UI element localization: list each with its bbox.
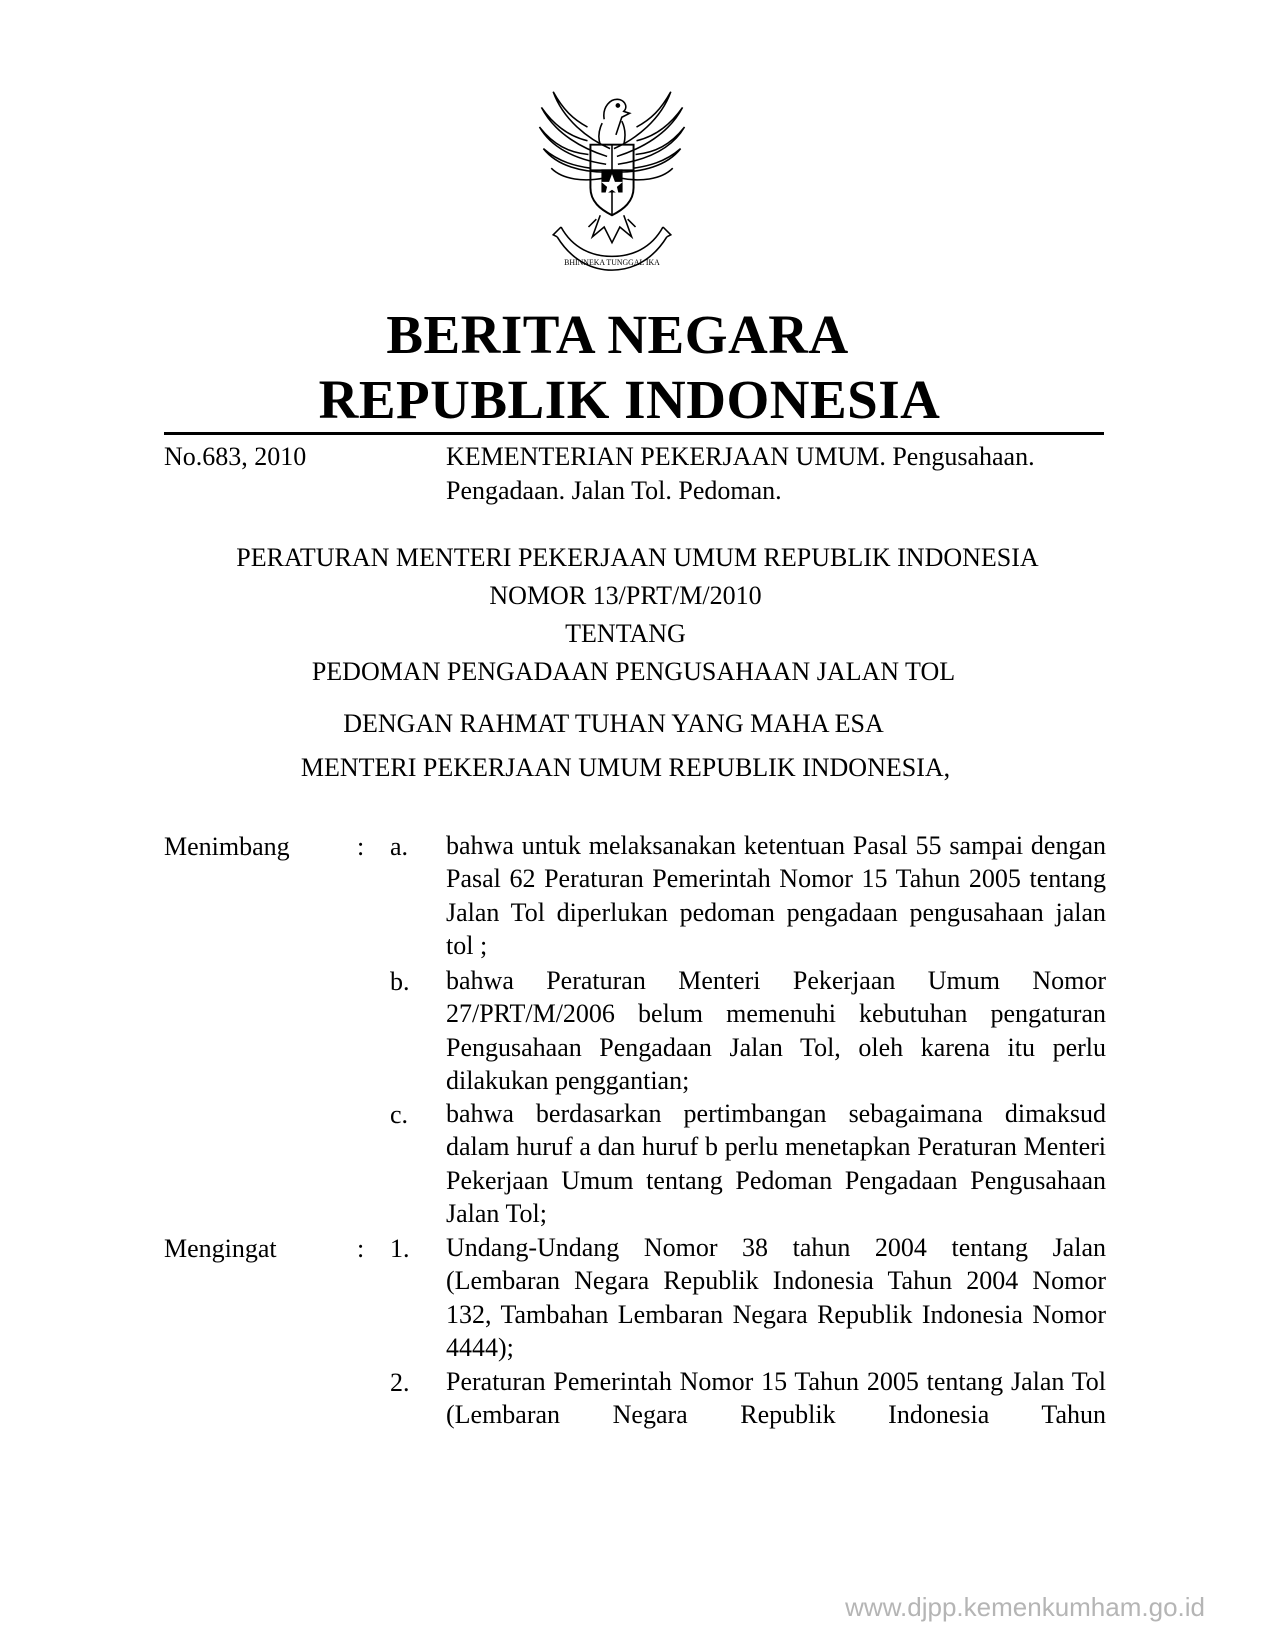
menimbang-item-marker: b. — [390, 967, 410, 996]
mengingat-item-marker: 2. — [390, 1368, 410, 1397]
regulation-title: PERATURAN MENTERI PEKERJAAN UMUM REPUBLIK INDONESIA — [236, 543, 1039, 572]
mengingat-item-text: Undang-Undang Nomor 38 tahun 2004 tentang Jalan (Lembaran Negara Republik Indonesia Tahun 2004 Nomor 132, Tambahan Lembaran Negara Republik Indonesia Nomor 4444); — [446, 1233, 1106, 1362]
masthead-title-line2: REPUBLIK INDONESIA — [318, 369, 941, 430]
source-watermark: www.djpp.kemenkumham.go.id — [845, 1592, 1205, 1622]
mengingat-colon: : — [357, 1234, 365, 1263]
menimbang-item-text: bahwa Peraturan Menteri Pekerjaan Umum Nomor 27/PRT/M/2006 belum memenuhi kebutuhan pengaturan Pengusahaan Pengadaan Jalan Tol, oleh karena itu perlu dilakukan penggantian; — [446, 966, 1106, 1095]
gazette-subject: KEMENTERIAN PEKERJAAN UMUM. Pengusahaan. Pengadaan. Jalan Tol. Pedoman. — [446, 442, 1035, 505]
menimbang-item-marker: c. — [390, 1100, 409, 1129]
regulation-issuer: MENTERI PEKERJAAN UMUM REPUBLIK INDONESIA, — [300, 753, 951, 782]
regulation-tentang: TENTANG — [565, 619, 686, 648]
menimbang-item-text: bahwa untuk melaksanakan ketentuan Pasal 55 sampai dengan Pasal 62 Peraturan Pemerintah Nomor 15 Tahun 2005 tentang Jalan Tol diperlukan pedoman pengadaan pengusahaan jalan tol ; — [446, 831, 1106, 960]
mengingat-label: Mengingat — [164, 1234, 277, 1263]
regulation-subject: PEDOMAN PENGADAAN PENGUSAHAAN JALAN TOL — [311, 657, 956, 686]
menimbang-label: Menimbang — [164, 832, 290, 861]
menimbang-item-text: bahwa berdasarkan pertimbangan sebagaimana dimaksud dalam huruf a dan huruf b perlu menetapkan Peraturan Menteri Pekerjaan Umum tentang Pedoman Pengadaan Pengusahaan Jalan Tol; — [446, 1099, 1106, 1228]
mengingat-item-marker: 1. — [390, 1234, 410, 1263]
mengingat-item-text: Peraturan Pemerintah Nomor 15 Tahun 2005 tentang Jalan Tol (Lembaran Negara Republik Indonesia Tahun — [446, 1367, 1106, 1430]
regulation-number: NOMOR 13/PRT/M/2010 — [489, 581, 762, 610]
garuda-emblem-icon — [533, 80, 691, 276]
svg-text:BHINNEKA TUNGGAL IKA: BHINNEKA TUNGGAL IKA — [564, 258, 660, 268]
masthead-title-line1: BERITA NEGARA — [386, 304, 849, 365]
regulation-invocation: DENGAN RAHMAT TUHAN YANG MAHA ESA — [343, 709, 884, 738]
menimbang-item-marker: a. — [390, 832, 409, 861]
masthead-divider — [164, 432, 1104, 435]
gazette-number: No.683, 2010 — [164, 442, 307, 471]
menimbang-colon: : — [357, 832, 365, 861]
